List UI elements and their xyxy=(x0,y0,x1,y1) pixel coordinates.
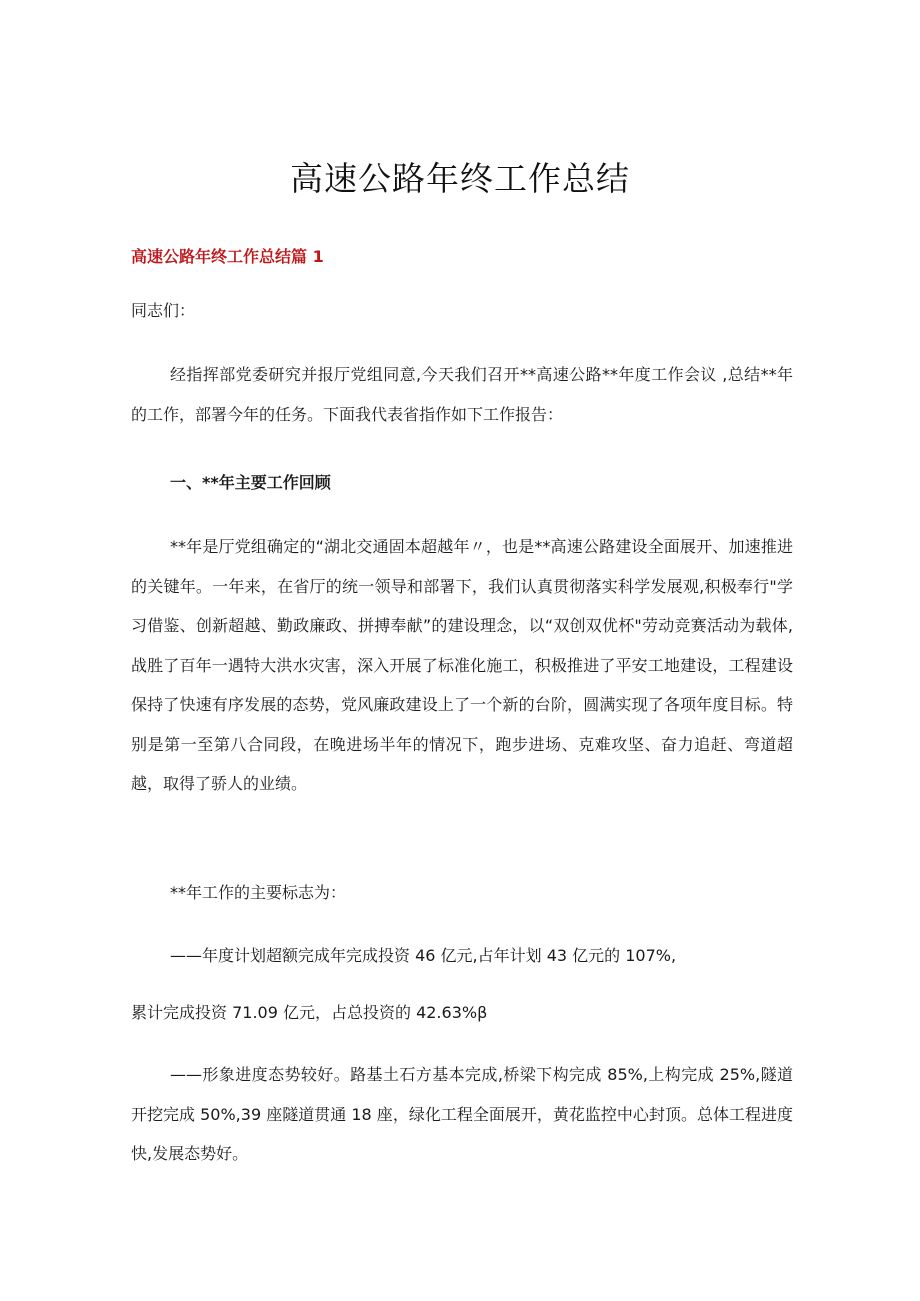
document-title: 高速公路年终工作总结 xyxy=(290,159,630,198)
section-title: 高速公路年终工作总结篇 1 xyxy=(131,247,324,266)
marks-intro: **年工作的主要标志为： xyxy=(170,883,347,902)
review-paragraph: **年是厅党组确定的“湖北交通固本超越年〃，也是**高速公路建设全面展开、加速推进的关键年。一年来，在省厅的统一领导和部署下，我们认真贯彻落实科学发展观,积极奉行"学习借鉴、创新超越、勤政廉政、拼搏奉献”的建设理念，以“双创双优杯"劳动竞赛活动为载体,战胜了百年一遇特大洪水灾害，深入开展了标准化施工，积极推进了平安工地建设，工程建设保持了快速有序发展的态势，党风廉政建设上了一个新的台阶，圆满实现了各项年度目标。特别是第一至第八合同段，在晚进场半年的情况下，跑步进场、克难攻坚、奋力追赶、弯道超越，取得了骄人的业绩。 xyxy=(131,537,793,793)
progress-paragraph: ——形象进度态势较好。路基土石方基本完成,桥梁下构完成 85%,上构完成 25%,隧道开挖完成 50%,39 座隧道贯通 18 座，绿化工程全面展开，黄花监控中心封顶。总体工程进度快,发展态势好。 xyxy=(131,1065,793,1163)
section-heading: 一、**年主要工作回顾 xyxy=(170,473,331,492)
intro-paragraph: 经指挥部党委研究并报厅党组同意,今天我们召开**高速公路**年度工作会议 ,总结**年的工作，部署今年的任务。下面我代表省指作如下工作报告： xyxy=(131,365,793,424)
investment-line-2: 累计完成投资 71.09 亿元，占总投资的 42.63%β xyxy=(131,1003,488,1022)
greeting: 同志们： xyxy=(131,301,196,320)
investment-line-1: ——年度计划超额完成年完成投资 46 亿元,占年计划 43 亿元的 107%, xyxy=(170,946,677,965)
